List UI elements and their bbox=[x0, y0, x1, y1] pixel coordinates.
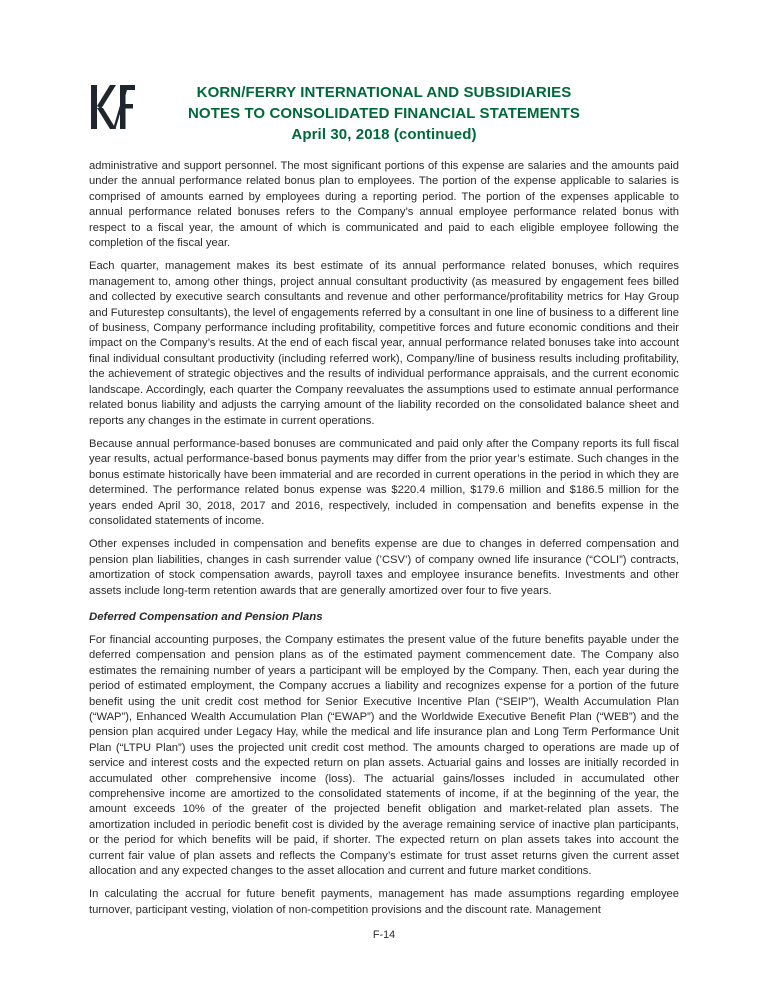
korn-ferry-logo-icon bbox=[89, 83, 137, 131]
body-paragraph: Other expenses included in compensation and benefits expense are due to changes in deferred compensation and pension plan liabilities, changes in cash surrender value (’CSV’) of company owned life insurance (“COLI”) contracts, amortization of stock compensation awards, payroll taxes and employee insurance benefits. Investments and other assets include long-term retention awards that are generally amortized over four to five years. bbox=[89, 538, 679, 597]
title-line-notes: NOTES TO CONSOLIDATED FINANCIAL STATEMENTS bbox=[188, 105, 580, 122]
body-paragraph: For financial accounting purposes, the Company estimates the present value of the future benefits payable under the deferred compensation and pension plans as of the estimated payment commencement date. The Company also estimates the remaining number of years a participant will be employed by the Company. Then, each year during the period of estimated employment, the Company accrues a liability and recognizes expense for a portion of the future benefit using the unit credit cost method for Senior Executive Incentive Plan (“SEIP”), Wealth Accumulation Plan (“WAP”), Enhanced Wealth Accumulation Plan (“EWAP”) and the Worldwide Executive Benefit Plan (“WEB”) and the pension plan acquired under Legacy Hay, while the medical and life insurance plan and Long Term Performance Unit Plan (“LTPU Plan”) uses the projected unit credit cost method. The amounts charged to operations are made up of service and interest costs and the expected return on plan assets. Actuarial gains and losses are initially recorded in accumulated other comprehensive income (loss). The actuarial gains/losses included in accumulated other comprehensive income are amortized to the consolidated statements of income, if at the beginning of the year, the amount exceeds 10% of the greater of the projected benefit obligation and market-related plan assets. The amortization included in periodic benefit cost is divided by the average remaining service of inactive plan participants, or the period for which benefits will be paid, if shorter. The expected return on plan assets takes into account the current fair value of plan assets and reflects the Company’s estimate for trust asset returns given the current asset allocation and any expected changes to the asset allocation and current and future market conditions. bbox=[89, 633, 679, 878]
page-number: F-14 bbox=[372, 929, 396, 941]
document-title-block bbox=[89, 80, 679, 145]
body-paragraph: In calculating the accrual for future benefit payments, management has made assumptions regarding employee turnover, participant vesting, violation of non-competition provisions and the discount rate. Management bbox=[89, 888, 679, 916]
document-footer bbox=[0, 929, 768, 941]
title-line-company: KORN/FERRY INTERNATIONAL AND SUBSIDIARIES bbox=[196, 84, 572, 101]
body-paragraph: Each quarter, management makes its best estimate of its annual performance related bonuses, which requires management to, among other things, project annual consultant productivity (as measured by engagement fees billed and collected by executive search consultants and revenue and other performance/profitability metrics for Hay Group and Futurestep consultants), the level of engagements referred by a consultant in one line of business to a different line of business, Company performance including profitability, competitive forces and future economic conditions and their impact on the Company’s results. At the end of each fiscal year, annual performance related bonuses take into account final individual consultant productivity (including referred work), Company/line of business results including profitability, the achievement of strategic objectives and the results of individual performance appraisals, and the current economic landscape. Accordingly, each quarter the Company reevaluates the assumptions used to estimate annual performance related bonus liability and adjusts the carrying amount of the liability recorded on the consolidated balance sheet and reports any changes in the estimate in current operations. bbox=[89, 260, 679, 427]
body-paragraph: administrative and support personnel. The most significant portions of this expense are salaries and the amounts paid under the annual performance related bonus plan to employees. The portion of the expense applicable to salaries is comprised of amounts earned by employees during a reporting period. The portion of the expenses applicable to annual performance related bonuses refers to the Company’s annual employee performance related bonus with respect to a fiscal year, the amount of which is communicated and paid to each eligible employee following the completion of the fiscal year. bbox=[89, 160, 679, 250]
section-heading-deferred-compensation: Deferred Compensation and Pension Plans bbox=[89, 610, 323, 623]
document-body bbox=[89, 159, 679, 918]
title-line-date: April 30, 2018 (continued) bbox=[291, 126, 477, 143]
document-header bbox=[89, 80, 679, 145]
body-paragraph: Because annual performance-based bonuses are communicated and paid only after the Company reports its full fiscal year results, actual performance-based bonus payments may differ from the prior year’s estimate. Such changes in the bonus estimate historically have been immaterial and are recorded in current operations in the period in which they are determined. The performance related bonus expense was $220.4 million, $179.6 million and $186.5 million for the years ended April 30, 2018, 2017 and 2016, respectively, included in compensation and benefits expense in the consolidated statements of income. bbox=[89, 437, 679, 527]
